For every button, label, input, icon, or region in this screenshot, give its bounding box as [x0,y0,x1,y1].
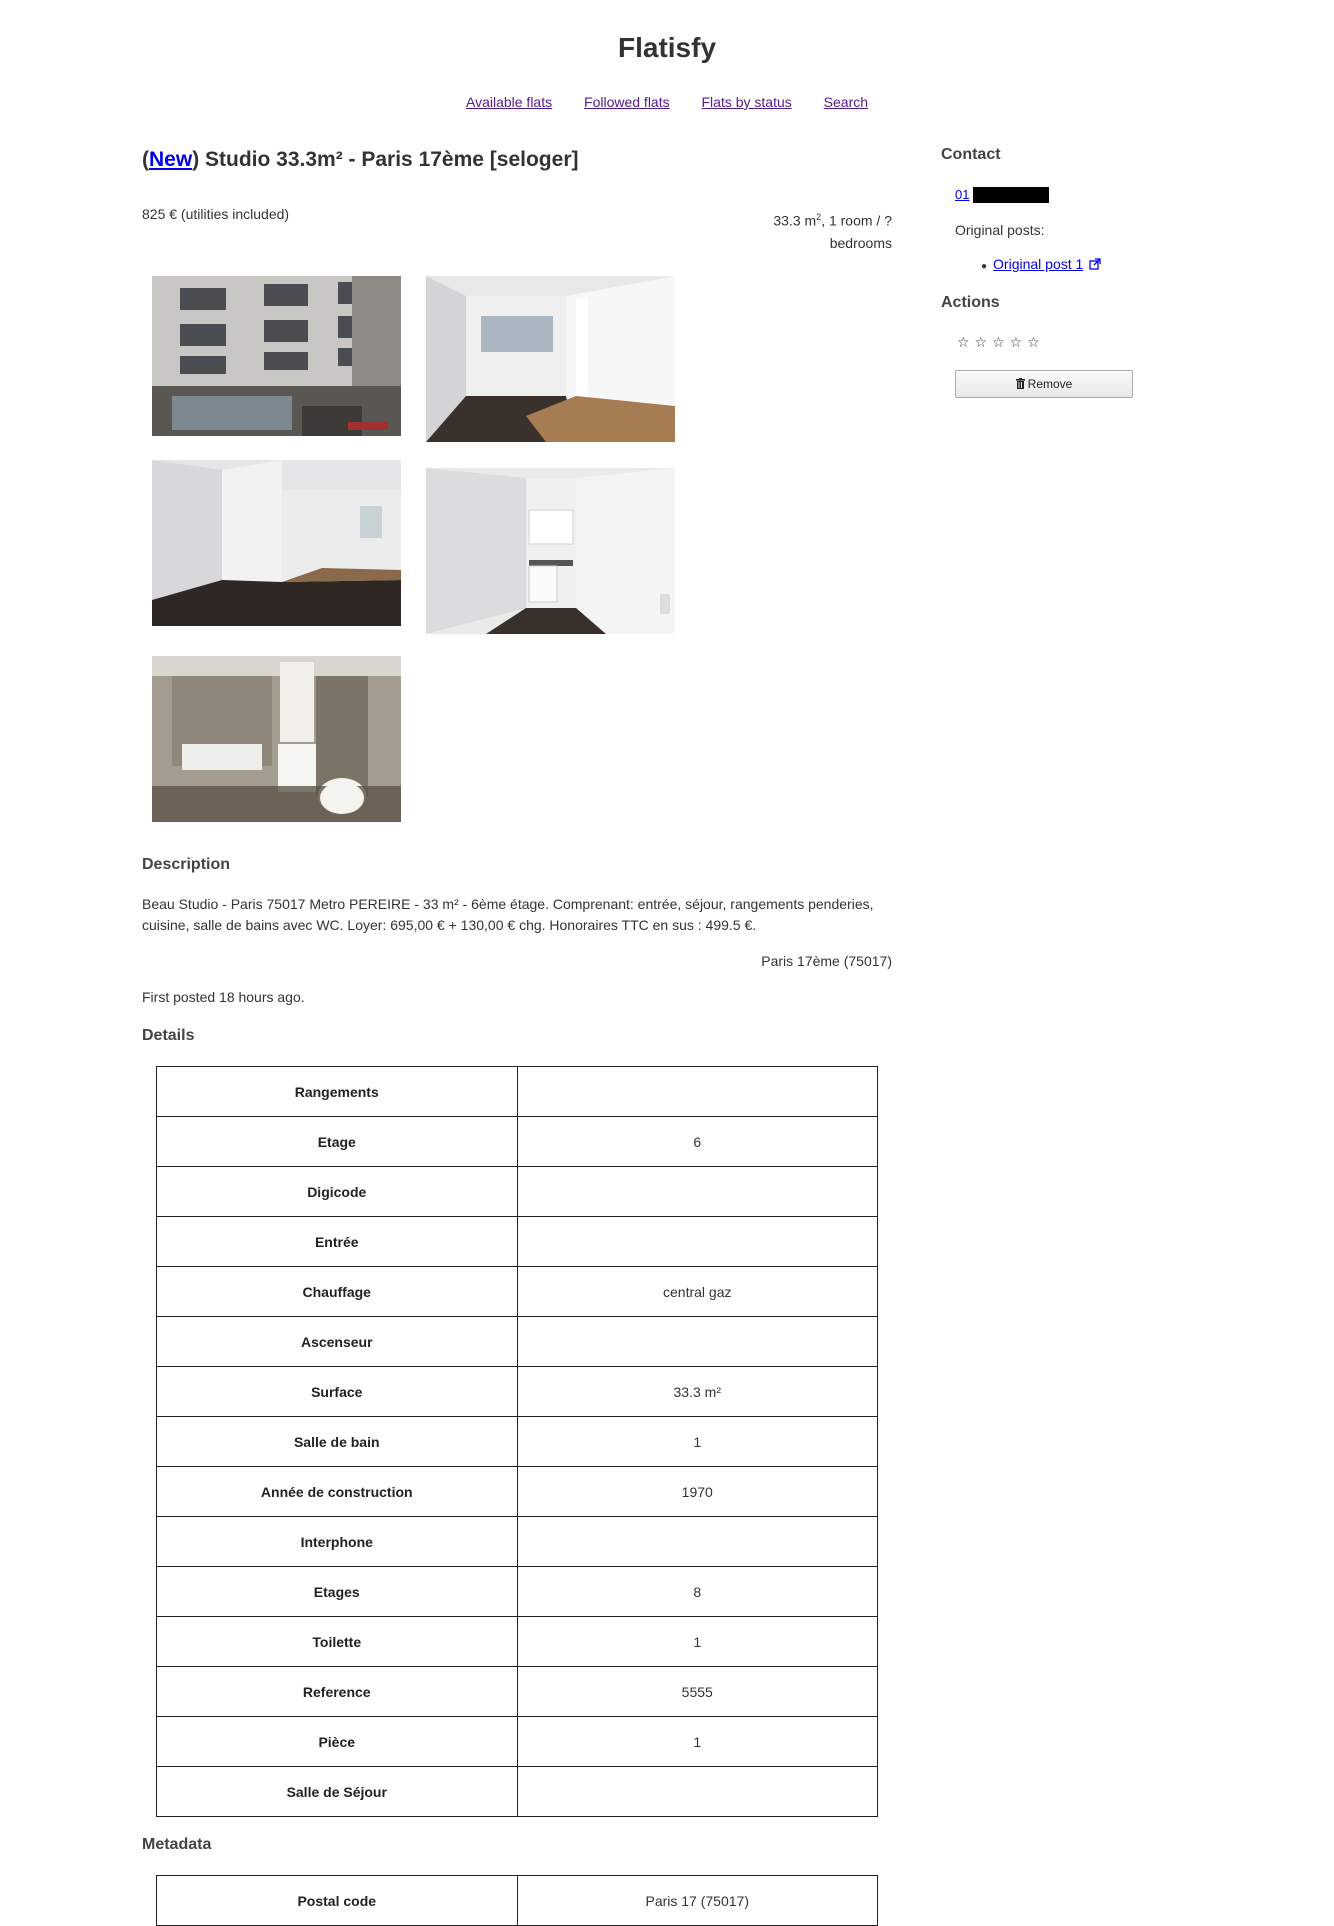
details-key: Etage [157,1117,518,1167]
new-status-link[interactable]: New [149,148,193,171]
details-key: Salle de bain [157,1417,518,1467]
sidebar [941,146,1241,391]
details-value: central gaz [517,1267,878,1317]
details-row [157,1117,878,1167]
main-nav [0,94,1334,110]
details-row [157,1667,878,1717]
details-heading: Details [142,1027,195,1044]
details-row [157,1717,878,1767]
details-value: 1 [517,1717,878,1767]
details-value: 6 [517,1117,878,1167]
details-key: Chauffage [157,1267,518,1317]
details-value: 1 [517,1617,878,1667]
nav-followed-flats[interactable]: Followed flats [584,94,670,110]
details-key: Digicode [157,1167,518,1217]
flat-title-text: Studio 33.3m² - Paris 17ème [seloger] [205,148,579,171]
details-row [157,1467,878,1517]
bathroom-photo[interactable] [152,656,401,822]
details-row [157,1417,878,1467]
bullet-icon: ● [981,261,988,272]
rating-stars[interactable]: ☆☆☆☆☆ [957,334,1045,350]
remove-button[interactable] [955,370,1133,398]
details-row [157,1217,878,1267]
nav-flats-by-status[interactable]: Flats by status [701,94,792,110]
flat-summary [142,206,892,256]
trash-icon [1016,372,1025,398]
details-row [157,1367,878,1417]
living-room-photo[interactable] [426,276,675,442]
details-value: 5555 [517,1667,878,1717]
details-key: Ascenseur [157,1317,518,1367]
details-row [157,1567,878,1617]
original-post-link[interactable]: Original post 1 [993,256,1084,272]
flat-title: (New) Studio 33.3m² - Paris 17ème [seloger] [142,148,579,171]
flat-bedrooms: bedrooms [829,234,892,251]
details-value [517,1517,878,1567]
details-value: 8 [517,1567,878,1617]
details-value: 33.3 m² [517,1367,878,1417]
details-key: Rangements [157,1067,518,1117]
details-value [517,1067,878,1117]
flat-area: 33.3 m [773,212,817,229]
building-facade-photo[interactable] [152,276,401,436]
details-row [157,1317,878,1367]
description-heading: Description [142,856,231,873]
details-key: Entrée [157,1217,518,1267]
room-photo[interactable] [152,460,401,626]
metadata-value: Paris 17 (75017) [517,1876,878,1926]
details-key: Année de construction [157,1467,518,1517]
details-value [517,1317,878,1367]
flat-main [142,148,892,256]
metadata-row [157,1876,878,1926]
details-key: Etages [157,1567,518,1617]
details-key: Interphone [157,1517,518,1567]
phone-link[interactable]: 01 [955,187,970,202]
contact-phone [955,186,1049,203]
details-key: Surface [157,1367,518,1417]
nav-available-flats[interactable]: Available flats [465,94,553,110]
details-row [157,1767,878,1817]
details-table [156,1066,878,1817]
external-link-icon[interactable] [1089,257,1101,273]
details-key: Toilette [157,1617,518,1667]
details-value [517,1167,878,1217]
flat-rooms: , 1 room / ? [821,212,892,229]
contact-heading: Contact [941,146,1001,163]
site-title: Flatisfy [617,32,717,63]
remove-label: Remove [1027,377,1073,391]
flat-size [692,206,892,254]
details-key: Salle de Séjour [157,1767,518,1817]
details-key: Pièce [157,1717,518,1767]
original-posts-list [981,256,1101,273]
details-row [157,1517,878,1567]
actions-heading: Actions [941,294,1000,311]
metadata-heading: Metadata [142,1836,212,1853]
location-text: Paris 17ème (75017) [761,953,892,969]
flat-price: 825 € (utilities included) [142,206,290,222]
details-value [517,1217,878,1267]
original-posts-label: Original posts: [955,222,1045,238]
metadata-key: Postal code [157,1876,518,1926]
nav-search[interactable]: Search [823,94,869,110]
redacted-phone [973,187,1049,203]
kitchen-photo[interactable] [426,468,675,634]
details-row [157,1067,878,1117]
details-row [157,1267,878,1317]
flat-area-unit: 2 [816,212,822,222]
details-row [157,1617,878,1667]
details-key: Reference [157,1667,518,1717]
details-value: 1970 [517,1467,878,1517]
posted-text: First posted 18 hours ago. [142,989,305,1005]
details-value: 1 [517,1417,878,1467]
details-row [157,1167,878,1217]
details-value [517,1767,878,1817]
metadata-table [156,1875,878,1926]
description-text: Beau Studio - Paris 75017 Metro PEREIRE - 33 m² - 6ème étage. Comprenant: entrée, séjour, rangements penderies, cuisine, salle de bains avec WC. Loyer: 695,00 € + 130,00 € chg. Honoraires TTC en sus : 499.5 €. [142,896,874,933]
